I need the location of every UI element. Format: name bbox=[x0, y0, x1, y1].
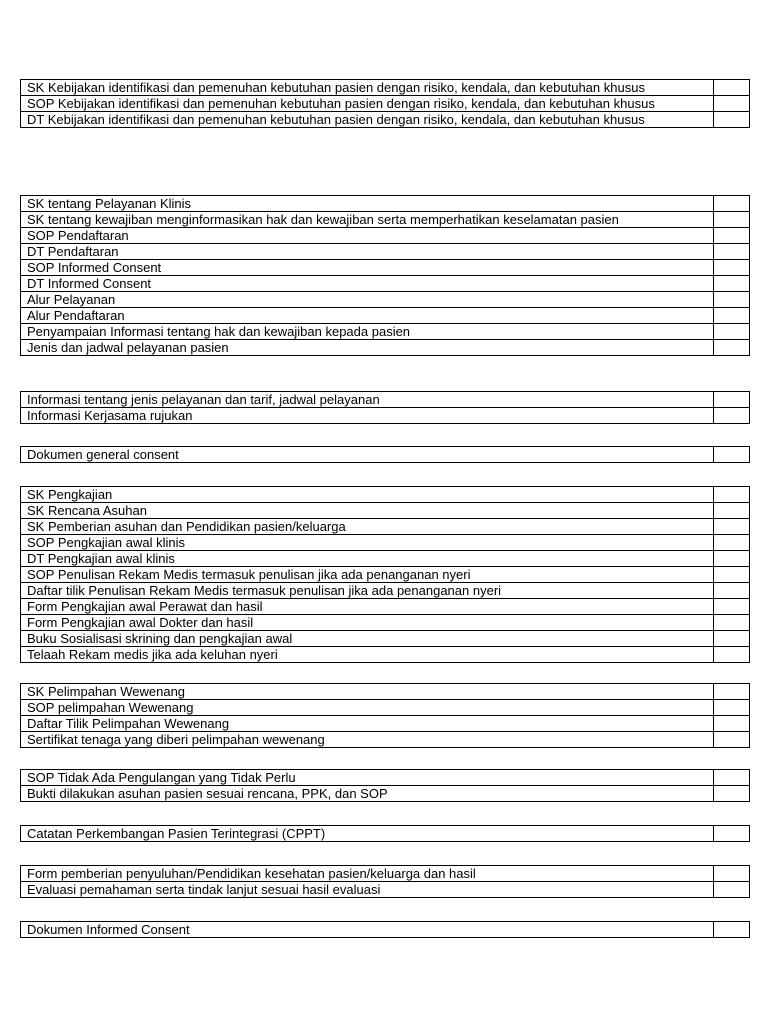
document-item-label: DT Informed Consent bbox=[21, 276, 714, 292]
document-item-label: SK Pemberian asuhan dan Pendidikan pasien/keluarga bbox=[21, 519, 714, 535]
check-cell[interactable] bbox=[714, 408, 750, 424]
document-item-label: SOP Kebijakan identifikasi dan pemenuhan kebutuhan pasien dengan risiko, kendala, dan kebutuhan khusus bbox=[21, 96, 714, 112]
document-item-label: Form pemberian penyuluhan/Pendidikan kesehatan pasien/keluarga dan hasil bbox=[21, 866, 714, 882]
document-item-label: SOP Pendaftaran bbox=[21, 228, 714, 244]
checklist-table-3 bbox=[20, 391, 750, 424]
check-cell[interactable] bbox=[714, 647, 750, 663]
table-row bbox=[21, 615, 750, 631]
check-cell[interactable] bbox=[714, 228, 750, 244]
check-cell[interactable] bbox=[714, 392, 750, 408]
document-item-label: Daftar tilik Penulisan Rekam Medis termasuk penulisan jika ada penanganan nyeri bbox=[21, 583, 714, 599]
document-item-label: Alur Pendaftaran bbox=[21, 308, 714, 324]
table-row bbox=[21, 922, 750, 938]
check-cell[interactable] bbox=[714, 80, 750, 96]
table-row bbox=[21, 447, 750, 463]
check-cell[interactable] bbox=[714, 292, 750, 308]
document-item-label: Alur Pelayanan bbox=[21, 292, 714, 308]
check-cell[interactable] bbox=[714, 308, 750, 324]
table-row bbox=[21, 228, 750, 244]
check-cell[interactable] bbox=[714, 599, 750, 615]
checklist-table-1 bbox=[20, 79, 750, 128]
document-item-label: Sertifikat tenaga yang diberi pelimpahan wewenang bbox=[21, 732, 714, 748]
check-cell[interactable] bbox=[714, 826, 750, 842]
check-cell[interactable] bbox=[714, 487, 750, 503]
document-item-label: DT Kebijakan identifikasi dan pemenuhan kebutuhan pasien dengan risiko, kendala, dan kebutuhan khusus bbox=[21, 112, 714, 128]
document-item-label: Telaah Rekam medis jika ada keluhan nyeri bbox=[21, 647, 714, 663]
table-row bbox=[21, 716, 750, 732]
check-cell[interactable] bbox=[714, 324, 750, 340]
table-row bbox=[21, 324, 750, 340]
check-cell[interactable] bbox=[714, 716, 750, 732]
check-cell[interactable] bbox=[714, 615, 750, 631]
check-cell[interactable] bbox=[714, 567, 750, 583]
table-row bbox=[21, 487, 750, 503]
table-row bbox=[21, 503, 750, 519]
table-row bbox=[21, 647, 750, 663]
check-cell[interactable] bbox=[714, 212, 750, 228]
table-row bbox=[21, 112, 750, 128]
checklist-table-9 bbox=[20, 865, 750, 898]
table-row bbox=[21, 882, 750, 898]
document-item-label: SK tentang Pelayanan Klinis bbox=[21, 196, 714, 212]
table-row bbox=[21, 408, 750, 424]
checklist-table-5 bbox=[20, 486, 750, 663]
table-row bbox=[21, 196, 750, 212]
table-row bbox=[21, 684, 750, 700]
document-item-label: SOP pelimpahan Wewenang bbox=[21, 700, 714, 716]
check-cell[interactable] bbox=[714, 112, 750, 128]
check-cell[interactable] bbox=[714, 244, 750, 260]
table-row bbox=[21, 866, 750, 882]
document-item-label: Informasi tentang jenis pelayanan dan tarif, jadwal pelayanan bbox=[21, 392, 714, 408]
table-row bbox=[21, 826, 750, 842]
check-cell[interactable] bbox=[714, 196, 750, 212]
checklist-table-10 bbox=[20, 921, 750, 938]
table-row bbox=[21, 292, 750, 308]
check-cell[interactable] bbox=[714, 732, 750, 748]
table-row bbox=[21, 212, 750, 228]
document-item-label: DT Pendaftaran bbox=[21, 244, 714, 260]
table-row bbox=[21, 392, 750, 408]
document-item-label: SK Rencana Asuhan bbox=[21, 503, 714, 519]
table-row bbox=[21, 276, 750, 292]
check-cell[interactable] bbox=[714, 519, 750, 535]
check-cell[interactable] bbox=[714, 340, 750, 356]
table-row bbox=[21, 260, 750, 276]
document-item-label: Dokumen general consent bbox=[21, 447, 714, 463]
checklist-table-7 bbox=[20, 769, 750, 802]
document-item-label: Daftar Tilik Pelimpahan Wewenang bbox=[21, 716, 714, 732]
document-item-label: SOP Pengkajian awal klinis bbox=[21, 535, 714, 551]
document-item-label: Bukti dilakukan asuhan pasien sesuai rencana, PPK, dan SOP bbox=[21, 786, 714, 802]
checklist-table-6 bbox=[20, 683, 750, 748]
document-item-label: SK Pengkajian bbox=[21, 487, 714, 503]
check-cell[interactable] bbox=[714, 922, 750, 938]
document-item-label: Form Pengkajian awal Dokter dan hasil bbox=[21, 615, 714, 631]
table-row bbox=[21, 770, 750, 786]
check-cell[interactable] bbox=[714, 700, 750, 716]
table-row bbox=[21, 786, 750, 802]
table-row bbox=[21, 308, 750, 324]
document-item-label: Penyampaian Informasi tentang hak dan kewajiban kepada pasien bbox=[21, 324, 714, 340]
document-item-label: SOP Penulisan Rekam Medis termasuk penulisan jika ada penanganan nyeri bbox=[21, 567, 714, 583]
check-cell[interactable] bbox=[714, 260, 750, 276]
document-item-label: SK Kebijakan identifikasi dan pemenuhan kebutuhan pasien dengan risiko, kendala, dan kebutuhan khusus bbox=[21, 80, 714, 96]
document-item-label: Evaluasi pemahaman serta tindak lanjut sesuai hasil evaluasi bbox=[21, 882, 714, 898]
check-cell[interactable] bbox=[714, 503, 750, 519]
checklist-table-4 bbox=[20, 446, 750, 463]
table-row bbox=[21, 700, 750, 716]
document-item-label: DT Pengkajian awal klinis bbox=[21, 551, 714, 567]
check-cell[interactable] bbox=[714, 551, 750, 567]
check-cell[interactable] bbox=[714, 882, 750, 898]
check-cell[interactable] bbox=[714, 447, 750, 463]
checklist-table-2 bbox=[20, 195, 750, 356]
table-row bbox=[21, 551, 750, 567]
table-row bbox=[21, 535, 750, 551]
document-item-label: Informasi Kerjasama rujukan bbox=[21, 408, 714, 424]
check-cell[interactable] bbox=[714, 96, 750, 112]
table-row bbox=[21, 96, 750, 112]
document-item-label: SOP Tidak Ada Pengulangan yang Tidak Perlu bbox=[21, 770, 714, 786]
document-item-label: Jenis dan jadwal pelayanan pasien bbox=[21, 340, 714, 356]
table-row bbox=[21, 583, 750, 599]
table-row bbox=[21, 567, 750, 583]
table-row bbox=[21, 732, 750, 748]
table-row bbox=[21, 599, 750, 615]
document-item-label: SK tentang kewajiban menginformasikan hak dan kewajiban serta memperhatikan keselamatan pasien bbox=[21, 212, 714, 228]
table-row bbox=[21, 519, 750, 535]
document-item-label: SOP Informed Consent bbox=[21, 260, 714, 276]
document-item-label: SK Pelimpahan Wewenang bbox=[21, 684, 714, 700]
checklist-table-8 bbox=[20, 825, 750, 842]
check-cell[interactable] bbox=[714, 583, 750, 599]
check-cell[interactable] bbox=[714, 276, 750, 292]
document-item-label: Form Pengkajian awal Perawat dan hasil bbox=[21, 599, 714, 615]
check-cell[interactable] bbox=[714, 866, 750, 882]
document-item-label: Catatan Perkembangan Pasien Terintegrasi (CPPT) bbox=[21, 826, 714, 842]
table-row bbox=[21, 340, 750, 356]
table-row bbox=[21, 631, 750, 647]
document-item-label: Buku Sosialisasi skrining dan pengkajian awal bbox=[21, 631, 714, 647]
check-cell[interactable] bbox=[714, 770, 750, 786]
check-cell[interactable] bbox=[714, 631, 750, 647]
table-row bbox=[21, 80, 750, 96]
document-item-label: Dokumen Informed Consent bbox=[21, 922, 714, 938]
check-cell[interactable] bbox=[714, 786, 750, 802]
table-row bbox=[21, 244, 750, 260]
check-cell[interactable] bbox=[714, 684, 750, 700]
check-cell[interactable] bbox=[714, 535, 750, 551]
